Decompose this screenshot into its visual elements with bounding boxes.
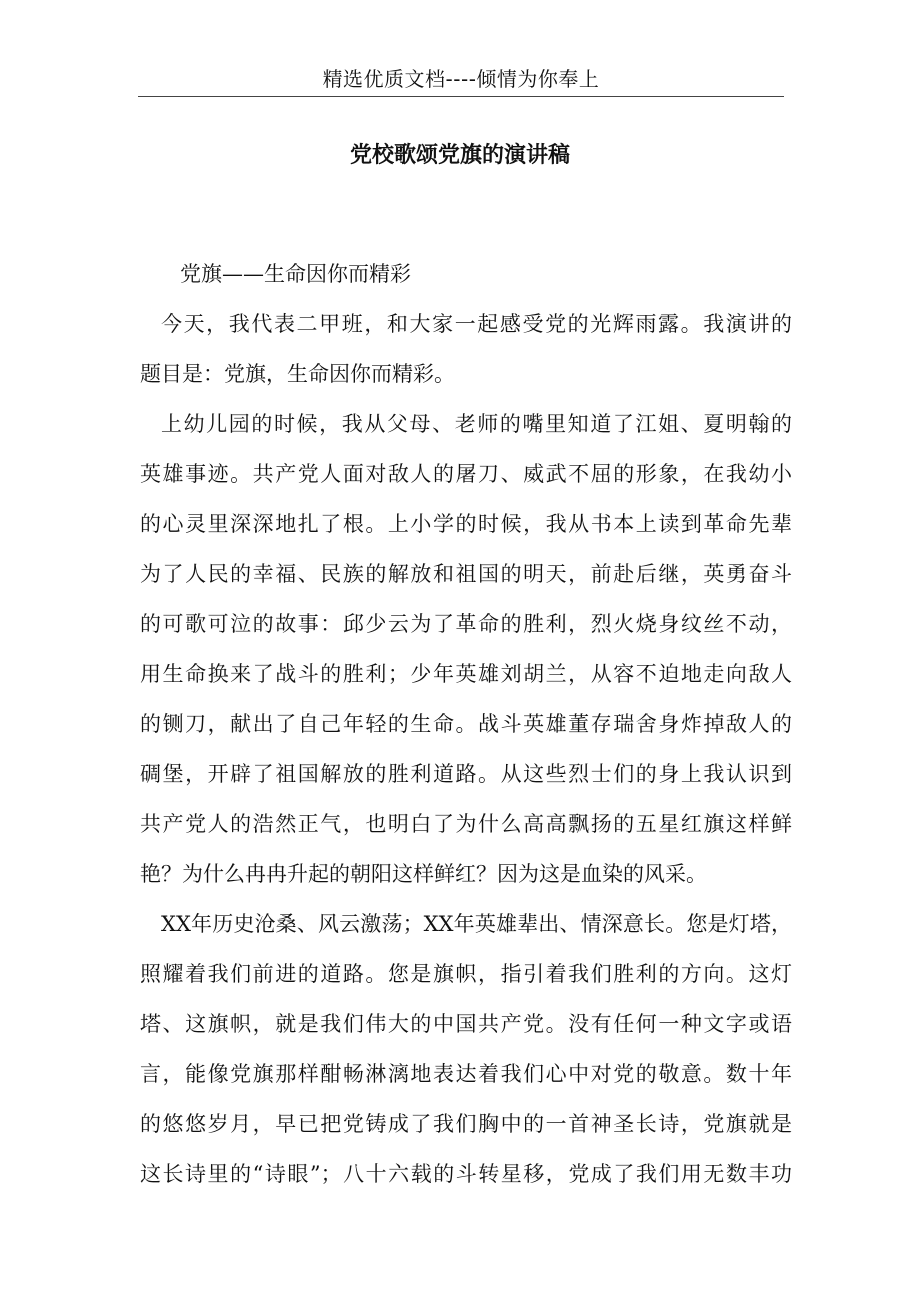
paragraph-line: 今天，我代表二甲班，和大家一起感受党的光辉雨露。我演讲的 [161,312,792,336]
paragraph-line: XX年历史沧桑、风云激荡；XX年英雄辈出、情深意长。您是灯塔， [161,912,792,936]
paragraph-line: 言，能像党旗那样酣畅淋漓地表达着我们心中对党的敬意。数十年 [140,1062,792,1086]
document-body [140,249,792,1199]
paragraph-line: 的可歌可泣的故事：邱少云为了革命的胜利，烈火烧身纹丝不动， [140,612,792,636]
paragraph-line: 的悠悠岁月，早已把党铸成了我们胸中的一首神圣长诗，党旗就是 [140,1112,792,1136]
paragraph-line: 的心灵里深深地扎了根。上小学的时候，我从书本上读到革命先辈 [140,512,792,536]
header-divider [138,96,784,97]
paragraph-line: 题目是：党旗，生命因你而精彩。 [140,362,455,386]
paragraph-line: 共产党人的浩然正气，也明白了为什么高高飘扬的五星红旗这样鲜 [140,812,792,836]
paragraph-line: 上幼儿园的时候，我从父母、老师的嘴里知道了江姐、夏明翰的 [161,412,792,436]
paragraph-line: 照耀着我们前进的道路。您是旗帜，指引着我们胜利的方向。这灯 [140,962,792,986]
paragraph-line: 用生命换来了战斗的胜利；少年英雄刘胡兰，从容不迫地走向敌人 [140,662,792,686]
paragraph-line: 英雄事迹。共产党人面对敌人的屠刀、威武不屈的形象，在我幼小 [140,462,792,486]
paragraph-line: 为了人民的幸福、民族的解放和祖国的明天，前赴后继，英勇奋斗 [140,562,792,586]
paragraph-line: 艳？为什么冉冉升起的朝阳这样鲜红？因为这是血染的风采。 [140,862,707,886]
document-title: 党校歌颂党旗的演讲稿 [349,142,570,168]
paragraph-line: 塔、这旗帜，就是我们伟大的中国共产党。没有任何一种文字或语 [140,1012,792,1036]
speech-subtitle: 党旗——生命因你而精彩 [180,262,411,286]
paragraph-line: 碉堡，开辟了祖国解放的胜利道路。从这些烈士们的身上我认识到 [140,762,792,786]
page-header: 精选优质文档----倾情为你奉上 [322,67,600,91]
paragraph-line: 这长诗里的“诗眼”；八十六载的斗转星移，党成了我们用无数丰功 [140,1162,792,1186]
paragraph-line: 的铡刀，献出了自己年轻的生命。战斗英雄董存瑞舍身炸掉敌人的 [140,712,792,736]
